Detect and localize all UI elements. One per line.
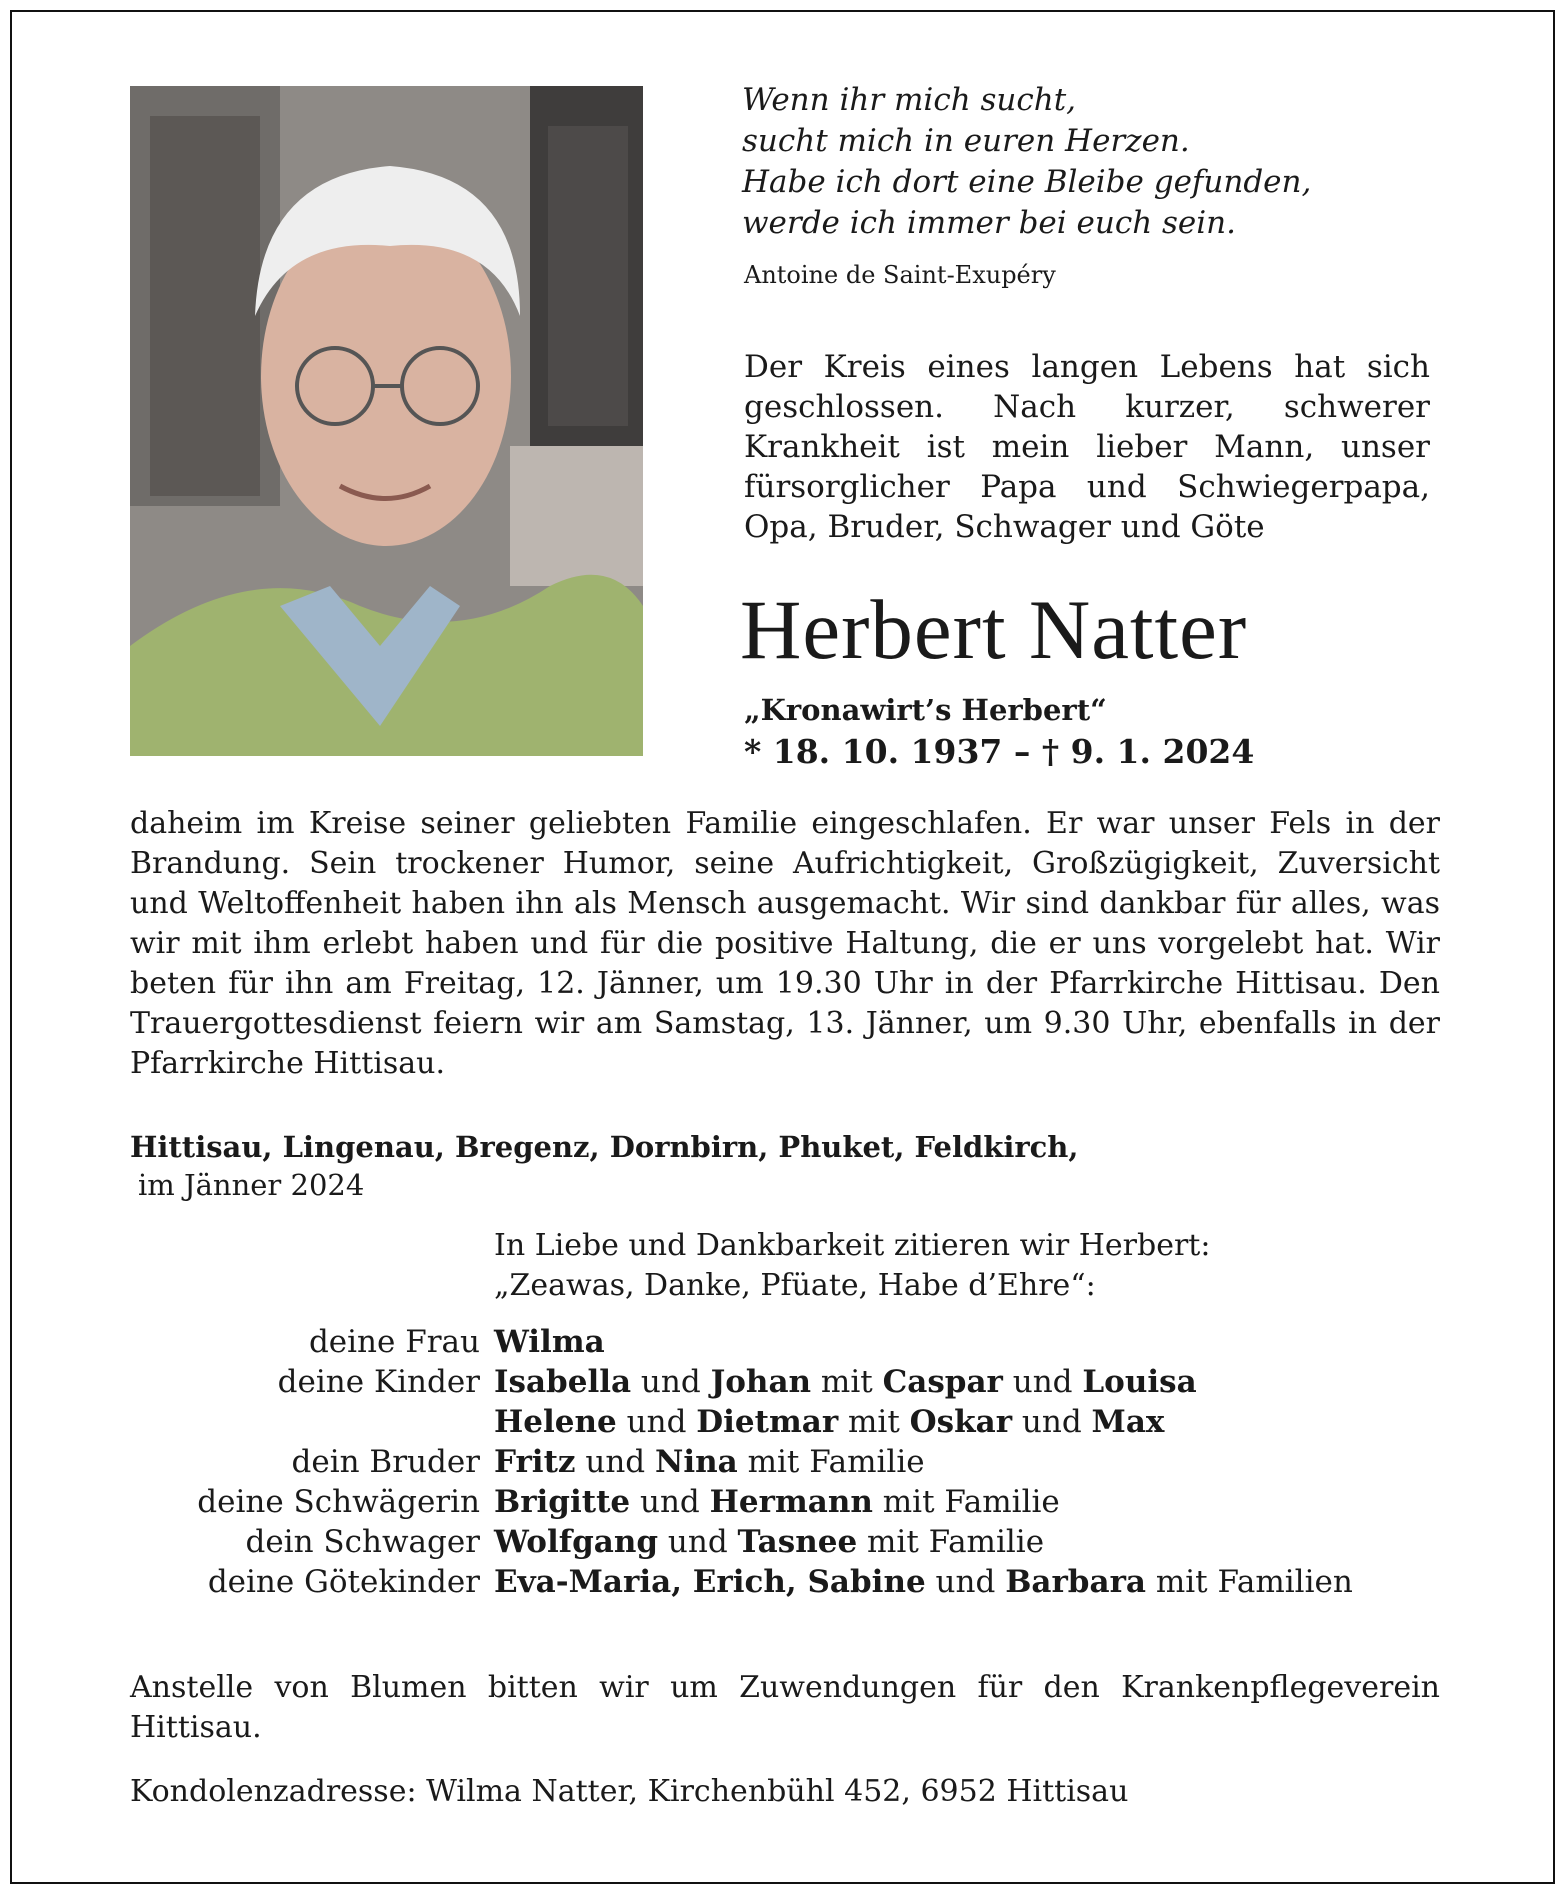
deceased-nickname: „Kronawirt’s Herbert“	[744, 693, 1107, 727]
body-text: daheim im Kreise seiner geliebten Familie eingeschlafen. Er war unser Fels in der Brandung. Sein trockener Humor, seine Aufrichtigkeit, Großzügigkeit, Zuversicht und Weltoffenheit haben ihn als Mensch ausgemacht. Wir sind dankbar für alles, was wir mit ihm erlebt haben und für die positive Haltung, die er uns vorgelebt hat. Wir beten für ihn am Freitag, 12. Jänner, um 19.30 Uhr in der Pfarrkirche Hittisau. Den Trauergottesdienst feiern wir am Samstag, 13. Jänner, um 9.30 Uhr, ebenfalls in der Pfarrkirche Hittisau.	[130, 806, 1440, 1081]
family-connector: mit Familie	[857, 1524, 1045, 1560]
quote-line: In Liebe und Dankbarkeit zitieren wir Herbert:	[494, 1228, 1211, 1263]
poem	[742, 80, 1442, 244]
quote-line: „Zeawas, Danke, Pfüate, Habe d’Ehre“:	[494, 1268, 1096, 1303]
family-names	[494, 1362, 1197, 1402]
family-relation: deine Schwägerin	[197, 1484, 480, 1520]
family-connector: und	[925, 1564, 1006, 1600]
life-dates: * 18. 10. 1937 – † 9. 1. 2024	[744, 732, 1255, 771]
family-connector: und	[631, 1364, 711, 1400]
family-member-name: Wilma	[494, 1324, 605, 1360]
poem-line: Habe ich dort eine Bleibe gefunden,	[742, 164, 1312, 200]
family-connector: und	[658, 1524, 738, 1560]
family-member-name: Isabella	[494, 1364, 632, 1400]
family-connector: und	[1002, 1364, 1083, 1400]
family-member-name: Fritz	[494, 1444, 576, 1480]
family-connector: mit	[811, 1364, 883, 1400]
family-names	[494, 1402, 1164, 1442]
family-connector: mit Familie	[872, 1484, 1060, 1520]
family-relation: deine Kinder	[277, 1364, 480, 1400]
family-row	[130, 1322, 1353, 1362]
poem-author: Antoine de Saint-Exupéry	[744, 261, 1056, 289]
portrait-photo	[130, 86, 643, 756]
family-connector: und	[1012, 1404, 1092, 1440]
family-member-name: Oskar	[909, 1404, 1013, 1440]
family-member-name: Caspar	[882, 1364, 1003, 1400]
family-relation: deine Götekinder	[207, 1564, 480, 1600]
family-member-name: Hermann	[709, 1484, 873, 1520]
family-row	[130, 1482, 1353, 1522]
family-member-name: Johan	[710, 1364, 812, 1400]
family-member-name: Dietmar	[696, 1404, 839, 1440]
family-relation	[130, 1402, 494, 1442]
family-relation: dein Schwager	[245, 1524, 480, 1560]
family-names	[494, 1562, 1353, 1602]
family-member-name: Wolfgang	[494, 1524, 659, 1560]
family-connector: und	[616, 1404, 697, 1440]
intro-text: Der Kreis eines langen Lebens hat sich geschlossen. Nach kurzer, schwerer Krankheit ist mein lieber Mann, unser fürsorglicher Papa und Schwiegerpapa, Opa, Bruder, Schwager und Göte	[744, 349, 1430, 545]
deceased-name: Herbert Natter	[740, 583, 1248, 677]
family-names	[494, 1522, 1044, 1562]
family-connector: mit	[838, 1404, 910, 1440]
family-connector: mit Familie	[737, 1444, 925, 1480]
family-member-name: Eva-Maria, Erich, Sabine	[494, 1564, 926, 1600]
condolence-address: Kondolenzadresse: Wilma Natter, Kirchenbühl 452, 6952 Hittisau	[130, 1774, 1129, 1809]
obituary-page	[10, 10, 1555, 1884]
family-row	[130, 1522, 1353, 1562]
family-connector: mit Familien	[1146, 1564, 1353, 1600]
date-line: im Jänner 2024	[138, 1168, 365, 1202]
family-names	[494, 1322, 605, 1362]
family-row	[130, 1442, 1353, 1482]
family-row	[130, 1562, 1353, 1602]
family-names	[494, 1482, 1060, 1522]
family-relation: deine Frau	[308, 1324, 480, 1360]
family-member-name: Barbara	[1005, 1564, 1146, 1600]
family-member-name: Tasnee	[737, 1524, 858, 1560]
donation-note: Anstelle von Blumen bitten wir um Zuwendungen für den Krankenpflegeverein Hittisau.	[130, 1670, 1440, 1745]
family-member-name: Helene	[494, 1404, 617, 1440]
poem-line: sucht mich in euren Herzen.	[742, 123, 1190, 159]
family-connector: und	[630, 1484, 710, 1520]
family-member-name: Louisa	[1082, 1364, 1197, 1400]
family-row	[130, 1402, 1353, 1442]
family-relation: dein Bruder	[291, 1444, 480, 1480]
family-member-name: Nina	[654, 1444, 738, 1480]
family-member-name: Brigitte	[494, 1484, 631, 1520]
family-names	[494, 1442, 925, 1482]
family-connector: und	[575, 1444, 655, 1480]
family-list	[130, 1322, 1353, 1602]
family-row	[130, 1362, 1353, 1402]
places-line: Hittisau, Lingenau, Bregenz, Dornbirn, Phuket, Feldkirch,	[130, 1130, 1079, 1164]
poem-line: werde ich immer bei euch sein.	[742, 205, 1237, 241]
family-quote	[494, 1226, 1210, 1306]
family-member-name: Max	[1091, 1404, 1165, 1440]
poem-line: Wenn ihr mich sucht,	[742, 82, 1077, 118]
